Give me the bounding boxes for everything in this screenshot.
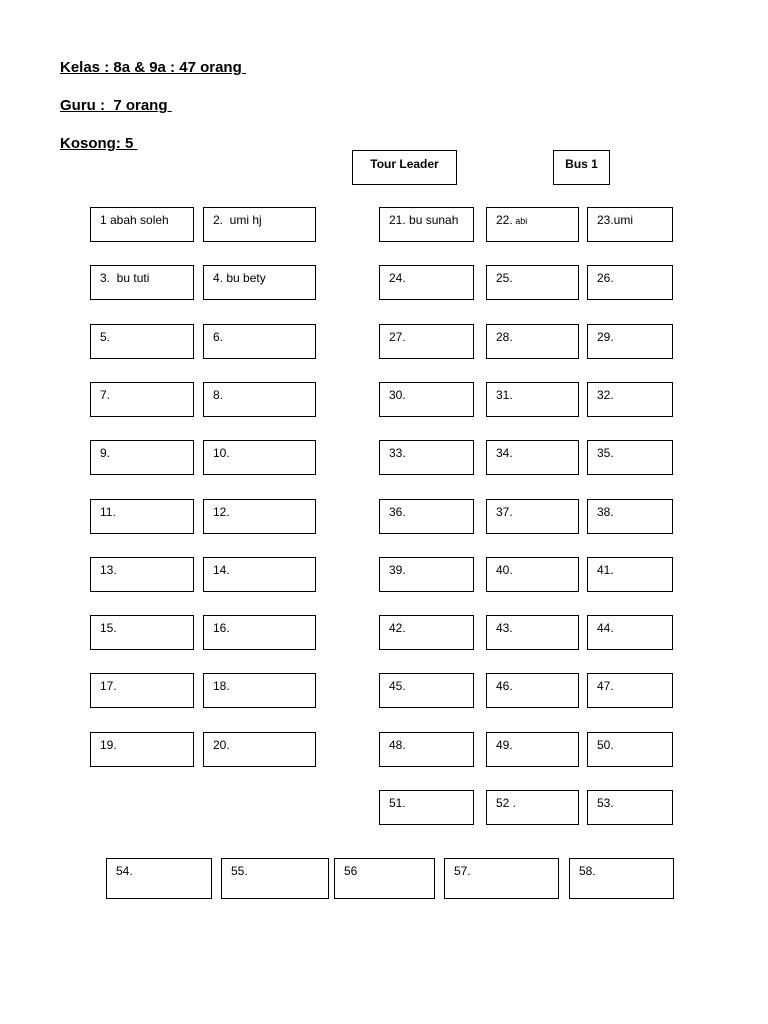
seat-box: 38. — [587, 499, 673, 534]
seat-box: 37. — [486, 499, 579, 534]
seat-box: 45. — [379, 673, 474, 708]
seat-box: 22. abi — [486, 207, 579, 242]
seat-box: 16. — [203, 615, 316, 650]
seat-box: 48. — [379, 732, 474, 767]
seat-box: 40. — [486, 557, 579, 592]
teacher-count-heading: Guru : 7 orang — [60, 97, 172, 114]
seat-box: 56 — [334, 858, 435, 899]
seat-box: 52 . — [486, 790, 579, 825]
seat-box: 28. — [486, 324, 579, 359]
seat-box: 13. — [90, 557, 194, 592]
seat-box: 5. — [90, 324, 194, 359]
seat-box: 26. — [587, 265, 673, 300]
seat-box: 49. — [486, 732, 579, 767]
seat-box: 11. — [90, 499, 194, 534]
seat-box: 18. — [203, 673, 316, 708]
seat-box: 41. — [587, 557, 673, 592]
seat-box: 3. bu tuti — [90, 265, 194, 300]
seat-box: 23.umi — [587, 207, 673, 242]
seat-box: 54. — [106, 858, 212, 899]
seat-box: 30. — [379, 382, 474, 417]
bus-label-box: Bus 1 — [553, 150, 610, 185]
seat-box: 17. — [90, 673, 194, 708]
seat-box: 2. umi hj — [203, 207, 316, 242]
seat-box: 33. — [379, 440, 474, 475]
seat-box: 19. — [90, 732, 194, 767]
seat-box: 58. — [569, 858, 674, 899]
seat-box: 36. — [379, 499, 474, 534]
seat-box: 53. — [587, 790, 673, 825]
seat-box: 46. — [486, 673, 579, 708]
seat-box: 9. — [90, 440, 194, 475]
seat-box: 1 abah soleh — [90, 207, 194, 242]
seat-box: 24. — [379, 265, 474, 300]
seat-box: 20. — [203, 732, 316, 767]
tour-leader-box: Tour Leader — [352, 150, 457, 185]
class-count-heading: Kelas : 8a & 9a : 47 orang — [60, 59, 246, 76]
seat-box: 6. — [203, 324, 316, 359]
seat-box: 47. — [587, 673, 673, 708]
seat-box: 7. — [90, 382, 194, 417]
seat-box: 4. bu bety — [203, 265, 316, 300]
seat-box: 10. — [203, 440, 316, 475]
seat-box: 42. — [379, 615, 474, 650]
seat-box: 57. — [444, 858, 559, 899]
seat-box: 39. — [379, 557, 474, 592]
seat-box: 14. — [203, 557, 316, 592]
seat-box: 27. — [379, 324, 474, 359]
seat-box: 8. — [203, 382, 316, 417]
seat-box: 50. — [587, 732, 673, 767]
seat-box: 35. — [587, 440, 673, 475]
seat-box: 32. — [587, 382, 673, 417]
seat-box: 21. bu sunah — [379, 207, 474, 242]
seat-box: 55. — [221, 858, 329, 899]
seat-box: 34. — [486, 440, 579, 475]
seat-box: 43. — [486, 615, 579, 650]
seat-box: 25. — [486, 265, 579, 300]
seat-box: 51. — [379, 790, 474, 825]
seat-box: 29. — [587, 324, 673, 359]
seat-box: 15. — [90, 615, 194, 650]
seat-note: abi — [512, 216, 528, 226]
seat-box: 12. — [203, 499, 316, 534]
seat-box: 44. — [587, 615, 673, 650]
seat-box: 31. — [486, 382, 579, 417]
empty-count-heading: Kosong: 5 — [60, 135, 138, 152]
